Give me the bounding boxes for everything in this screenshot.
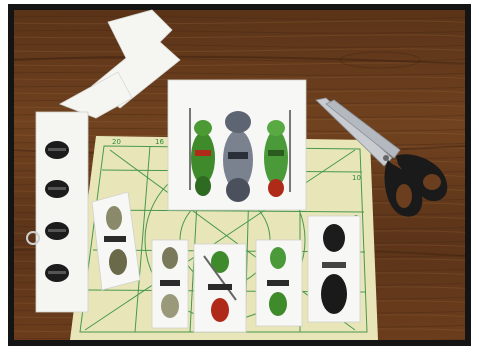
sheet-figure-troll	[223, 111, 253, 202]
standee-card-orc	[152, 240, 188, 328]
standee-card-troll	[194, 244, 246, 332]
mat-label: 10	[352, 174, 361, 182]
standee-card-lizardman	[256, 240, 302, 326]
miniature-strip-with-bases	[27, 112, 88, 312]
standee-card-dark-knight	[308, 216, 360, 322]
mat-label: 20	[112, 138, 121, 146]
mat-label: 16	[155, 138, 164, 146]
large-print-sheet	[168, 80, 306, 210]
